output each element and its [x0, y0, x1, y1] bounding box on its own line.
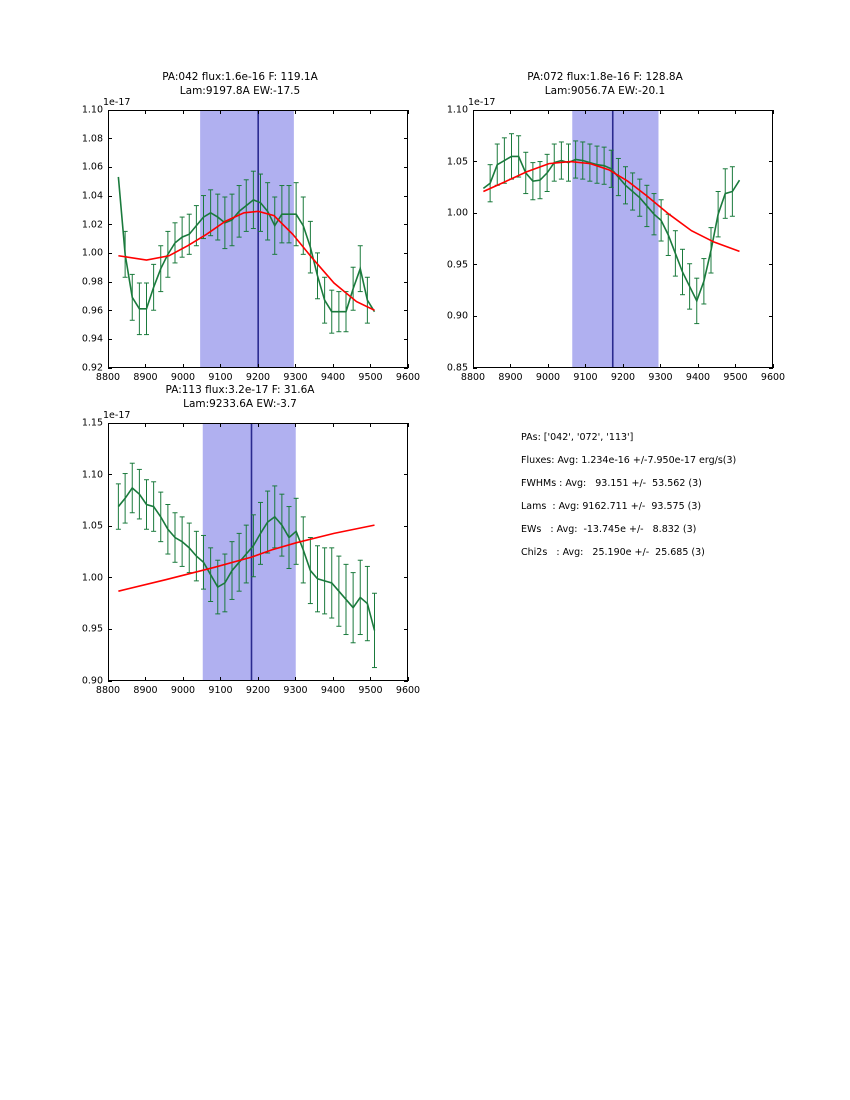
y-tick-mark — [404, 224, 408, 225]
x-tick-mark — [220, 110, 221, 114]
x-tick-mark — [258, 110, 259, 114]
x-tick-mark — [220, 677, 221, 681]
plot-area-pa113 — [108, 423, 408, 681]
y-tick-mark — [473, 110, 477, 111]
x-tick-label: 8900 — [133, 685, 158, 696]
x-tick-mark — [370, 423, 371, 427]
y-tick-mark — [108, 681, 112, 682]
y-tick-label: 1.05 — [446, 156, 468, 168]
y-tick-mark — [769, 213, 773, 214]
y-tick-mark — [108, 224, 112, 225]
x-tick-mark — [408, 364, 409, 368]
stats-line-fwhms: FWHMs : Avg: 93.151 +/- 53.562 (3) — [521, 478, 702, 489]
plot-svg — [109, 111, 408, 368]
chart-panel-pa113 — [60, 383, 421, 696]
highlight-band — [200, 111, 294, 368]
y-tick-label: 1.04 — [81, 190, 103, 202]
y-tick-mark — [404, 577, 408, 578]
y-tick-label: 1.02 — [81, 219, 103, 231]
y-tick-mark — [108, 526, 112, 527]
x-tick-mark — [370, 677, 371, 681]
x-tick-mark — [145, 677, 146, 681]
x-tick-mark — [295, 364, 296, 368]
x-tick-label: 8900 — [498, 372, 523, 383]
panel-title-pa072 — [425, 70, 785, 98]
x-tick-label: 9500 — [358, 372, 383, 383]
y-tick-mark — [108, 282, 112, 283]
x-tick-mark — [145, 110, 146, 114]
y-tick-label: 1.06 — [81, 161, 103, 173]
highlight-band — [572, 111, 658, 368]
x-tick-label: 9500 — [358, 685, 383, 696]
y-tick-label: 0.90 — [446, 310, 468, 322]
x-tick-label: 9300 — [283, 372, 308, 383]
x-tick-label: 9100 — [208, 372, 233, 383]
x-tick-mark — [660, 110, 661, 114]
plot-svg — [109, 424, 408, 681]
x-tick-mark — [408, 677, 409, 681]
x-tick-label: 9600 — [760, 372, 786, 383]
y-tick-mark — [404, 253, 408, 254]
x-tick-label: 9400 — [320, 372, 346, 383]
x-tick-label: 9200 — [245, 372, 271, 383]
y-tick-label: 1.10 — [81, 469, 103, 481]
x-tick-mark — [145, 364, 146, 368]
plot-area-pa042 — [108, 110, 408, 368]
x-tick-label: 9400 — [320, 685, 346, 696]
x-tick-mark — [220, 364, 221, 368]
x-tick-label: 9300 — [283, 685, 308, 696]
y-tick-label: 0.90 — [81, 675, 103, 687]
x-tick-mark — [183, 677, 184, 681]
x-tick-mark — [183, 364, 184, 368]
y-tick-mark — [473, 368, 477, 369]
x-tick-mark — [548, 364, 549, 368]
y-tick-label: 0.96 — [81, 305, 103, 317]
panel-title-pa113 — [60, 383, 420, 411]
x-tick-mark — [108, 110, 109, 114]
x-tick-label: 9200 — [610, 372, 636, 383]
x-tick-label: 9100 — [208, 685, 233, 696]
x-tick-label: 8800 — [95, 372, 121, 383]
panel-title-pa042 — [60, 70, 420, 98]
chart-panel-pa072 — [425, 70, 786, 383]
x-tick-mark — [295, 423, 296, 427]
y-tick-mark — [473, 316, 477, 317]
x-tick-mark — [510, 364, 511, 368]
plot-svg — [474, 111, 773, 368]
plot-area-pa072 — [473, 110, 773, 368]
y-tick-mark — [108, 253, 112, 254]
x-tick-mark — [258, 364, 259, 368]
x-tick-mark — [698, 110, 699, 114]
y-tick-mark — [769, 264, 773, 265]
x-tick-mark — [108, 677, 109, 681]
x-tick-mark — [295, 677, 296, 681]
x-tick-mark — [258, 677, 259, 681]
y-tick-mark — [473, 161, 477, 162]
y-tick-mark — [108, 339, 112, 340]
y-tick-mark — [108, 110, 112, 111]
y-tick-label: 1.00 — [446, 207, 468, 219]
y-tick-mark — [404, 629, 408, 630]
y-tick-label: 0.98 — [81, 276, 103, 288]
y-tick-mark — [108, 577, 112, 578]
y-tick-mark — [473, 213, 477, 214]
chart-panel-pa042 — [60, 70, 421, 383]
x-tick-label: 9000 — [535, 372, 561, 383]
y-tick-label: 1.05 — [81, 520, 103, 532]
y-tick-mark — [108, 138, 112, 139]
x-tick-mark — [333, 677, 334, 681]
x-tick-mark — [585, 110, 586, 114]
y-tick-mark — [404, 167, 408, 168]
y-axis-exponent-label: 1e-17 — [103, 97, 131, 108]
y-tick-label: 1.00 — [81, 572, 103, 584]
y-tick-label: 0.85 — [446, 362, 468, 374]
x-tick-mark — [735, 364, 736, 368]
panel-title-line2: Lam:9197.8A EW:-17.5 — [179, 85, 301, 98]
y-tick-mark — [108, 474, 112, 475]
x-tick-label: 9400 — [685, 372, 711, 383]
x-tick-mark — [108, 423, 109, 427]
y-tick-label: 1.15 — [81, 417, 103, 429]
stats-line-lams: Lams : Avg: 9162.711 +/- 93.575 (3) — [521, 501, 702, 512]
x-tick-label: 8900 — [133, 372, 158, 383]
y-tick-mark — [108, 167, 112, 168]
y-tick-mark — [404, 196, 408, 197]
x-tick-mark — [370, 110, 371, 114]
x-tick-mark — [623, 110, 624, 114]
y-tick-label: 1.08 — [81, 133, 103, 145]
y-tick-mark — [404, 282, 408, 283]
y-tick-mark — [769, 316, 773, 317]
y-tick-mark — [404, 474, 408, 475]
y-tick-label: 0.95 — [81, 623, 103, 635]
x-tick-mark — [333, 423, 334, 427]
panel-title-line2: Lam:9056.7A EW:-20.1 — [544, 85, 666, 98]
y-tick-label: 1.10 — [446, 104, 468, 116]
y-tick-mark — [108, 310, 112, 311]
x-tick-mark — [773, 110, 774, 114]
y-tick-label: 1.10 — [81, 104, 103, 116]
x-tick-mark — [735, 110, 736, 114]
y-tick-mark — [769, 161, 773, 162]
panel-title-line2: Lam:9233.6A EW:-3.7 — [183, 398, 297, 411]
x-tick-label: 9600 — [395, 685, 421, 696]
x-tick-mark — [220, 423, 221, 427]
x-tick-mark — [585, 364, 586, 368]
y-tick-mark — [473, 264, 477, 265]
x-tick-mark — [333, 110, 334, 114]
y-axis-exponent-label: 1e-17 — [103, 410, 131, 421]
x-tick-mark — [773, 364, 774, 368]
x-tick-label: 8800 — [460, 372, 486, 383]
y-tick-mark — [108, 368, 112, 369]
stats-line-pas: PAs: ['042', '072', '113'] — [521, 432, 634, 443]
y-tick-mark — [108, 196, 112, 197]
x-tick-mark — [408, 423, 409, 427]
y-tick-mark — [404, 138, 408, 139]
panel-title-line1: PA:072 flux:1.8e-16 F: 128.8A — [527, 71, 683, 83]
x-tick-label: 9100 — [573, 372, 598, 383]
x-tick-label: 9000 — [170, 685, 196, 696]
x-tick-label: 9000 — [170, 372, 196, 383]
y-axis-exponent-label: 1e-17 — [468, 97, 496, 108]
x-tick-label: 9600 — [395, 372, 421, 383]
y-tick-label: 1.00 — [81, 247, 103, 259]
x-tick-mark — [548, 110, 549, 114]
x-tick-mark — [333, 364, 334, 368]
x-tick-mark — [473, 110, 474, 114]
x-tick-mark — [183, 423, 184, 427]
x-tick-mark — [510, 110, 511, 114]
x-tick-mark — [370, 364, 371, 368]
x-tick-label: 9200 — [245, 685, 271, 696]
y-tick-label: 0.94 — [81, 333, 103, 345]
stats-line-fluxes: Fluxes: Avg: 1.234e-16 +/-7.950e-17 erg/s(3) — [521, 455, 737, 466]
panel-title-line1: PA:042 flux:1.6e-16 F: 119.1A — [162, 71, 318, 83]
panel-title-line1: PA:113 flux:3.2e-17 F: 31.6A — [165, 384, 315, 396]
x-tick-mark — [108, 364, 109, 368]
stats-line-ews: EWs : Avg: -13.745e +/- 8.832 (3) — [521, 524, 697, 535]
x-tick-mark — [660, 364, 661, 368]
y-tick-mark — [108, 629, 112, 630]
x-tick-mark — [408, 110, 409, 114]
x-tick-label: 8800 — [95, 685, 121, 696]
x-tick-mark — [183, 110, 184, 114]
x-tick-mark — [295, 110, 296, 114]
y-tick-mark — [404, 310, 408, 311]
y-tick-mark — [404, 339, 408, 340]
x-tick-label: 9300 — [648, 372, 673, 383]
x-tick-mark — [258, 423, 259, 427]
y-tick-mark — [404, 526, 408, 527]
y-tick-mark — [108, 423, 112, 424]
x-tick-mark — [145, 423, 146, 427]
x-tick-mark — [623, 364, 624, 368]
x-tick-mark — [698, 364, 699, 368]
stats-line-chi2s: Chi2s : Avg: 25.190e +/- 25.685 (3) — [521, 547, 705, 558]
x-tick-mark — [473, 364, 474, 368]
x-tick-label: 9500 — [723, 372, 748, 383]
summary-statistics — [521, 432, 821, 570]
y-tick-label: 0.92 — [81, 362, 103, 374]
y-tick-label: 0.95 — [446, 259, 468, 271]
